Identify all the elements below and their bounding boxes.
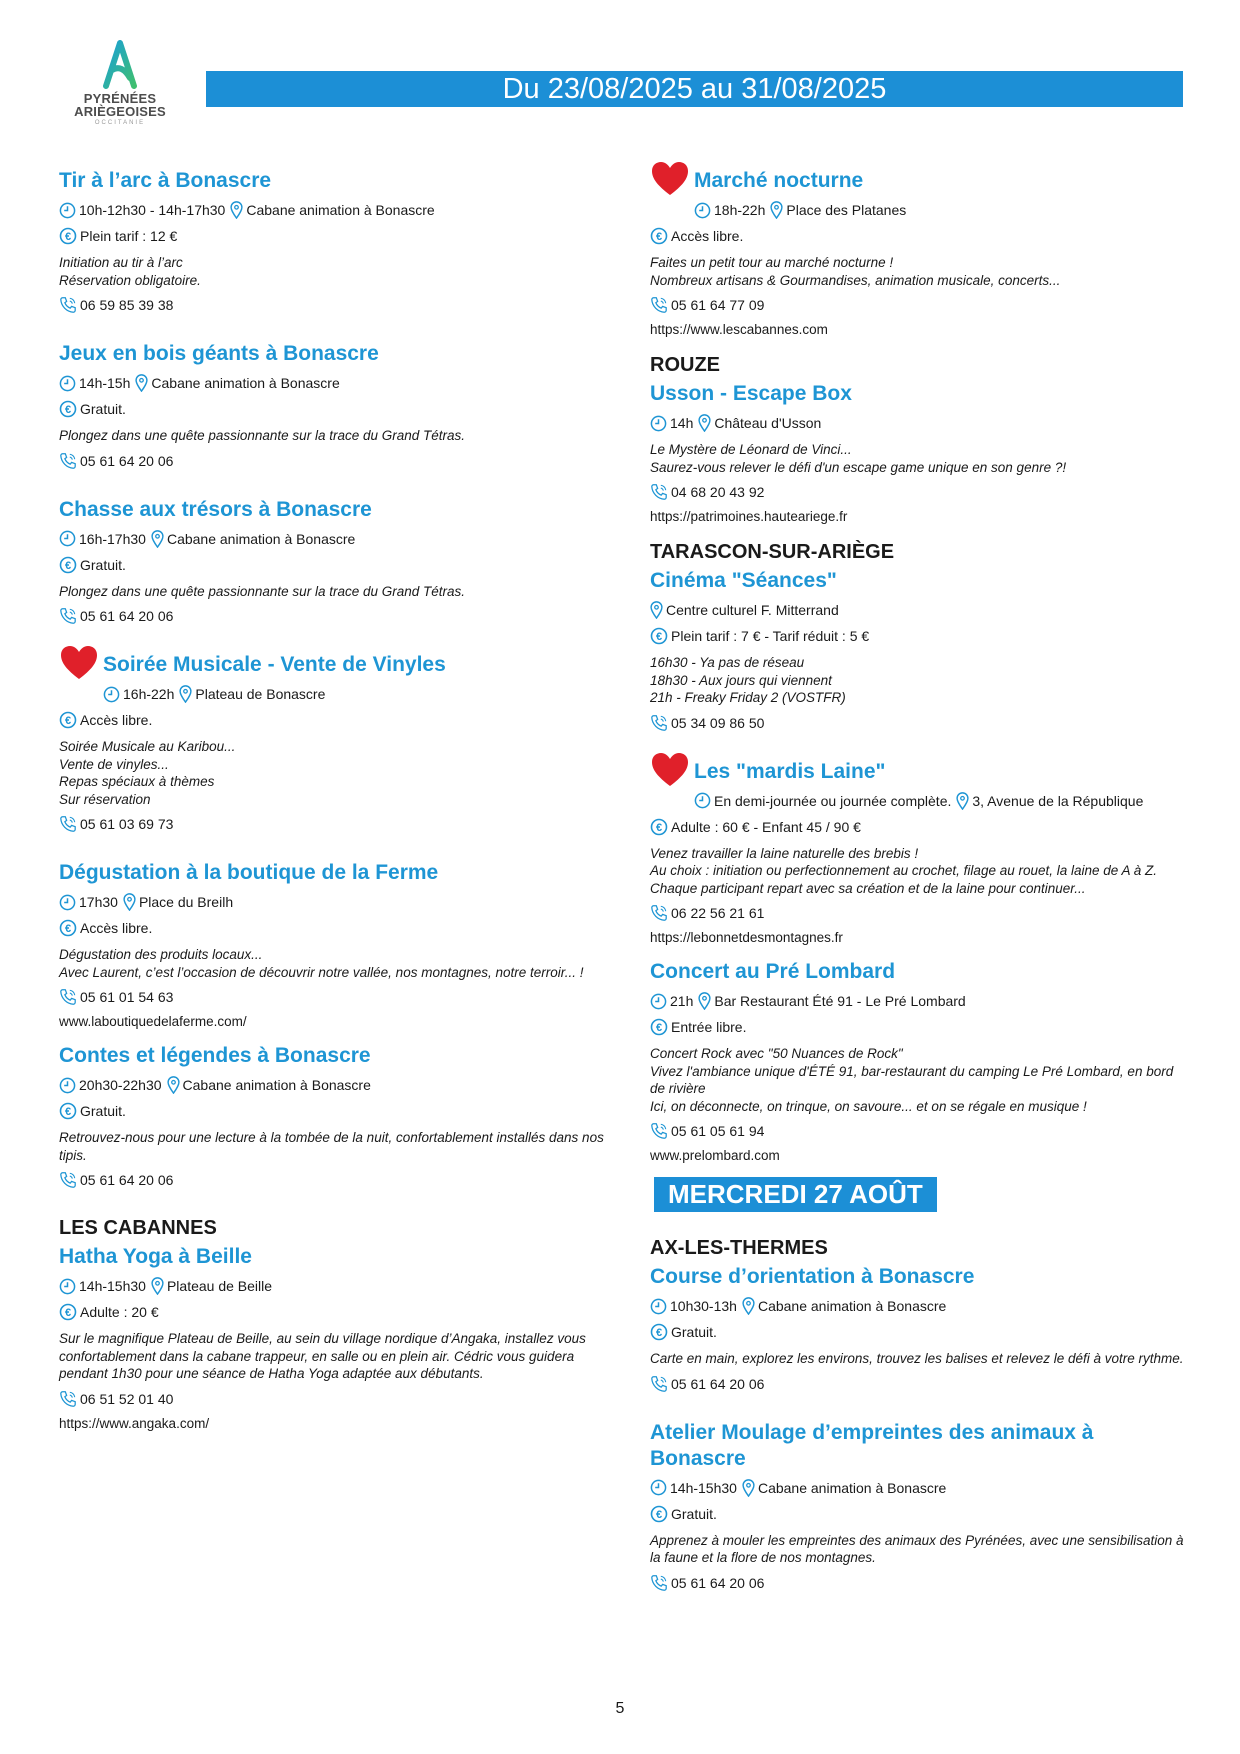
event-header (59, 341, 604, 367)
event-phone-number: 05 61 05 61 94 (671, 1123, 765, 1139)
event-card (59, 341, 604, 471)
location-pin-icon (151, 530, 164, 548)
phone-icon (650, 483, 668, 501)
event-website-link[interactable]: https://www.angaka.com/ (59, 1415, 210, 1431)
event-time: 17h30 (79, 894, 118, 910)
event-price (59, 710, 604, 730)
phone-icon (59, 1171, 77, 1189)
event-header (650, 168, 1190, 194)
event-time: 14h-15h (79, 375, 131, 391)
event-phone-number: 05 61 01 54 63 (80, 989, 174, 1005)
event-phone (59, 451, 604, 471)
event-phone (59, 1389, 604, 1409)
event-phone-number: 05 34 09 86 50 (671, 714, 765, 731)
event-price (650, 1017, 1190, 1037)
svg-text:€: € (655, 631, 663, 643)
event-time: 16h-22h (123, 686, 175, 702)
event-price-text: Gratuit. (671, 1324, 717, 1340)
event-time: 16h-17h30 (79, 530, 146, 547)
event-time: 14h-15h30 (79, 1278, 146, 1294)
event-description-line: Le Mystère de Léonard de Vinci... (650, 442, 852, 457)
event-description (650, 441, 1190, 476)
event-card (650, 1420, 1190, 1593)
event-header (650, 381, 1190, 407)
event-place: 3, Avenue de la République (972, 792, 1144, 809)
event-phone (59, 814, 604, 834)
event-description-line: Chaque participant repart avec sa création et de la laine pour continuer... (650, 880, 1086, 896)
svg-text:€: € (64, 559, 72, 572)
event-description-line: Dégustation des produits locaux... (59, 947, 263, 962)
event-description-line: Sur réservation (59, 791, 151, 807)
event-description (650, 1532, 1190, 1567)
event-description-line: Saurez-vous relever le défi d'un escape game unique en son genre ?! (650, 459, 1067, 475)
event-place: Cabane animation à Bonascre (246, 202, 435, 218)
event-description-line: Retrouvez-nous pour une lecture à la tombée de la nuit, confortablement installés dans nos tipis. (59, 1130, 604, 1163)
event-title: Soirée Musicale - Vente de Vinyles (103, 653, 446, 676)
svg-text:€: € (655, 1327, 663, 1339)
location-pin-icon (123, 893, 136, 911)
event-description (650, 654, 1190, 707)
event-place: Place du Breilh (138, 894, 234, 910)
event-time-place (650, 991, 1190, 1011)
event-header (650, 759, 1190, 785)
event-description (650, 1350, 1190, 1368)
event-description-line: Réservation obligatoire. (59, 272, 201, 288)
event-price (650, 626, 1190, 646)
event-price (650, 226, 1190, 246)
euro-icon (650, 1505, 668, 1523)
day-heading: MERCREDI 27 AOÛT (654, 1177, 937, 1212)
event-website-link[interactable]: https://patrimoines.hauteariege.fr (650, 509, 848, 524)
phone-icon (59, 988, 77, 1006)
clock-icon (59, 894, 76, 911)
clock-icon (59, 530, 76, 547)
event-price-text: Entrée libre. (671, 1019, 747, 1035)
event-description-line: Vente de vinyles... (59, 756, 169, 772)
event-time-place (650, 1478, 1190, 1498)
event-phone (59, 295, 604, 315)
svg-text:€: € (655, 231, 663, 243)
svg-text:€: € (64, 1106, 72, 1118)
event-phone-number: 05 61 64 20 06 (80, 1172, 174, 1188)
event-place: Château d'Usson (714, 415, 822, 431)
event-title: Les "mardis Laine" (694, 759, 886, 783)
event-description (59, 1330, 604, 1383)
event-header (650, 1264, 1190, 1290)
location-pin-icon (179, 685, 192, 703)
event-time: 10h-12h30 - 14h-17h30 (79, 202, 226, 218)
brand-sub: OCCITANIE (94, 120, 146, 126)
city-heading: TARASCON-SUR-ARIÈGE (650, 541, 895, 563)
event-time: 18h-22h (714, 202, 766, 218)
event-description-line: 21h - Freaky Friday 2 (VOSTFR) (650, 690, 846, 705)
event-description-line: Initiation au tir à l’arc (59, 255, 183, 270)
event-price-text: Plein tarif : 12 € (80, 228, 178, 244)
svg-text:€: € (64, 1307, 72, 1319)
location-pin-icon (135, 374, 148, 392)
event-title: Usson - Escape Box (650, 382, 852, 405)
event-title: Contes et légendes à Bonascre (59, 1044, 371, 1067)
event-place: Place des Platanes (786, 202, 907, 218)
euro-icon (650, 627, 668, 645)
euro-icon (59, 1303, 77, 1321)
event-description (59, 254, 604, 289)
location-pin-icon (230, 201, 243, 219)
event-time-place (59, 373, 604, 393)
event-phone-number: 05 61 64 20 06 (671, 1574, 765, 1591)
event-price (59, 918, 604, 938)
event-place: Cabane animation à Bonascre (182, 1077, 371, 1093)
event-phone (650, 903, 1190, 923)
event-time: 10h30-13h (670, 1298, 737, 1314)
event-time-place (650, 791, 1190, 811)
event-time: 14h-15h30 (670, 1479, 737, 1496)
event-price-text: Gratuit. (80, 401, 126, 417)
event-price (59, 399, 604, 419)
event-time: 21h (670, 993, 694, 1009)
event-description (59, 738, 604, 808)
event-price (59, 555, 604, 575)
euro-icon (59, 556, 77, 574)
event-price (650, 817, 1190, 837)
event-title: Hatha Yoga à Beille (59, 1245, 252, 1268)
event-description (650, 1045, 1190, 1115)
event-place: Cabane animation à Bonascre (151, 375, 340, 391)
event-price-text: Gratuit. (80, 556, 126, 573)
event-price-text: Plein tarif : 7 € - Tarif réduit : 5 € (671, 628, 870, 644)
brand-name-line2: ARIÈGEOISES (74, 104, 166, 119)
event-price-text: Accès libre. (80, 712, 153, 728)
event-description (650, 845, 1190, 898)
svg-text:€: € (64, 231, 72, 243)
location-pin-icon (770, 201, 783, 219)
event-description-line: Soirée Musicale au Karibou... (59, 739, 236, 754)
event-header (59, 652, 604, 678)
event-price-text: Adulte : 60 € - Enfant 45 / 90 € (671, 818, 861, 835)
event-place: Cabane animation à Bonascre (166, 530, 356, 547)
event-time-place (59, 892, 604, 912)
location-pin-icon (742, 1479, 755, 1497)
brand-name-line1: PYRÉNÉES (83, 91, 157, 106)
event-description (59, 583, 604, 601)
euro-icon (650, 1018, 668, 1036)
euro-icon (59, 919, 77, 937)
event-description-line: Nombreux artisans & Gourmandises, animation musicale, concerts... (650, 272, 1061, 288)
event-phone (59, 987, 604, 1007)
event-card (59, 497, 604, 627)
clock-icon (59, 375, 76, 392)
clock-icon (650, 1298, 667, 1315)
event-phone (59, 606, 604, 626)
heart-icon (59, 644, 99, 687)
event-header (650, 959, 1190, 985)
event-title: Jeux en bois géants à Bonascre (59, 342, 379, 365)
event-time: 14h (670, 415, 694, 431)
event-description-line: Ici, on déconnecte, on trinque, on savoure... et on se régale en musique ! (650, 1098, 1087, 1114)
phone-icon (650, 904, 668, 922)
clock-icon (103, 686, 120, 703)
phone-icon (59, 296, 77, 314)
event-price (650, 1504, 1190, 1524)
event-card (59, 860, 604, 1031)
event-place: Bar Restaurant Été 91 - Le Pré Lombard (714, 993, 966, 1009)
phone-icon (650, 296, 668, 314)
event-title: Atelier Moulage d’empreintes des animaux à Bonascre (650, 1420, 1094, 1470)
event-phone-number: 05 61 03 69 73 (80, 816, 174, 832)
euro-icon (650, 227, 668, 245)
event-phone (59, 1170, 604, 1190)
event-description-line: Concert Rock avec "50 Nuances de Rock" (650, 1046, 903, 1061)
location-pin-icon (167, 1076, 180, 1094)
event-time-place (59, 1075, 604, 1095)
phone-icon (59, 452, 77, 470)
event-description-line: Plongez dans une quête passionnante sur la trace du Grand Tétras. (59, 428, 466, 443)
event-price-text: Adulte : 20 € (80, 1304, 159, 1320)
event-phone (650, 1573, 1190, 1593)
event-price (59, 1302, 604, 1322)
clock-icon (59, 202, 76, 219)
event-phone (650, 1374, 1190, 1394)
phone-icon (59, 607, 77, 625)
event-card (59, 1043, 604, 1190)
event-phone-number: 06 22 56 21 61 (671, 905, 765, 921)
event-price (59, 1101, 604, 1121)
event-phone-number: 06 59 85 39 38 (80, 297, 174, 313)
clock-icon (650, 1479, 667, 1496)
event-description-line: Repas spéciaux à thèmes (59, 774, 215, 789)
svg-text:€: € (655, 1508, 663, 1521)
event-place: Cabane animation à Bonascre (757, 1298, 947, 1314)
event-card (650, 168, 1190, 339)
location-pin-icon (650, 601, 663, 619)
event-time-place (59, 1276, 604, 1296)
euro-icon (59, 400, 77, 418)
event-card (650, 759, 1190, 948)
event-time-place (650, 1296, 1190, 1316)
euro-icon (59, 1102, 77, 1120)
location-pin-icon (956, 792, 969, 810)
event-description-line: Sur le magnifique Plateau de Beille, au sein du village nordique d’Angaka, installez vous confortablement dans la cabane trappeur, en salle ou en plein air. Cédric vous guidera pendant 1h30 pour une séance de Hatha Yoga adaptée aux débutants. (59, 1331, 586, 1381)
event-description-line: Carte en main, explorez les environs, trouvez les balises et relevez le défi à votre rythme. (650, 1351, 1184, 1366)
event-title: Chasse aux trésors à Bonascre (59, 497, 372, 521)
event-description (59, 1129, 604, 1164)
event-description-line: Venez travailler la laine naturelle des brebis ! (650, 845, 919, 861)
heart-icon (650, 160, 690, 203)
event-description (650, 254, 1190, 289)
event-phone (650, 1121, 1190, 1141)
event-header (59, 497, 604, 523)
event-place: Plateau de Beille (166, 1278, 273, 1294)
event-time-place (650, 200, 1190, 220)
event-description-line: Vivez l'ambiance unique d'ÉTÉ 91, bar-restaurant du camping Le Pré Lombard, en bord de rivière (650, 1063, 1174, 1096)
event-card (59, 652, 604, 834)
event-phone-number: 04 68 20 43 92 (671, 484, 765, 500)
euro-icon (650, 1323, 668, 1341)
event-description-line: Apprenez à mouler les empreintes des animaux des Pyrénées, avec une sensibilisation à la faune et la flore de nos montagnes. (650, 1532, 1184, 1565)
location-pin-icon (698, 992, 711, 1010)
event-description-line: Plongez dans une quête passionnante sur la trace du Grand Tétras. (59, 583, 466, 599)
svg-text:€: € (655, 1022, 663, 1034)
event-description-line: 16h30 - Ya pas de réseau (650, 655, 805, 670)
clock-icon (59, 1077, 76, 1094)
event-header (650, 1420, 1190, 1472)
svg-text:€: € (64, 923, 72, 935)
event-phone (650, 295, 1190, 315)
event-phone-number: 05 61 64 77 09 (671, 297, 765, 313)
event-time: En demi-journée ou journée complète. (714, 792, 952, 809)
event-phone-number: 05 61 64 20 06 (80, 452, 174, 469)
event-price (650, 1322, 1190, 1342)
clock-icon (650, 415, 667, 432)
svg-text:€: € (655, 821, 663, 834)
location-pin-icon (151, 1277, 164, 1295)
event-time: 20h30-22h30 (79, 1077, 162, 1093)
euro-icon (59, 227, 77, 245)
event-description (59, 427, 604, 445)
location-pin-icon (742, 1297, 755, 1315)
event-title: Tir à l’arc à Bonascre (59, 169, 272, 192)
city-heading: LES CABANNES (59, 1217, 217, 1239)
phone-icon (650, 1122, 668, 1140)
event-description (59, 946, 604, 981)
euro-icon (59, 711, 77, 729)
phone-icon (59, 815, 77, 833)
event-place: Plateau de Bonascre (195, 686, 326, 702)
event-place: Centre culturel F. Mitterrand (666, 602, 839, 618)
location-pin-icon (698, 414, 711, 432)
event-title: Marché nocturne (694, 169, 864, 192)
event-header (59, 1244, 604, 1270)
event-time-place (650, 413, 1190, 433)
event-time-place (59, 684, 604, 704)
event-card (59, 168, 604, 315)
heart-icon (650, 751, 690, 794)
event-place: Cabane animation à Bonascre (757, 1479, 947, 1496)
event-header (59, 168, 604, 194)
euro-icon (650, 818, 668, 836)
event-time-place (59, 200, 604, 220)
event-card (650, 1264, 1190, 1394)
brand-logo (72, 40, 168, 126)
event-price-text: Accès libre. (80, 920, 153, 936)
event-website-link[interactable]: www.laboutiquedelaferme.com/ (59, 1014, 247, 1029)
date-range-banner: Du 23/08/2025 au 31/08/2025 (206, 71, 1183, 107)
event-price-text: Accès libre. (671, 228, 744, 244)
clock-icon (59, 1278, 76, 1295)
right-column (650, 168, 1190, 1619)
svg-text:€: € (64, 715, 72, 727)
event-card (650, 959, 1190, 1165)
event-title: Concert au Pré Lombard (650, 960, 896, 983)
page-number: 5 (615, 1700, 625, 1717)
event-price-text: Gratuit. (80, 1103, 126, 1119)
phone-icon (59, 1390, 77, 1408)
svg-text:€: € (64, 404, 72, 416)
phone-icon (650, 1574, 668, 1592)
event-title: Dégustation à la boutique de la Ferme (59, 861, 439, 884)
event-description-line: Faites un petit tour au marché nocturne ! (650, 255, 894, 270)
clock-icon (650, 993, 667, 1010)
event-phone-number: 06 51 52 01 40 (80, 1390, 174, 1407)
phone-icon (650, 1375, 668, 1393)
event-phone-number: 05 61 64 20 06 (80, 608, 174, 624)
event-time-place (59, 529, 604, 549)
event-phone (650, 482, 1190, 502)
event-card (59, 1244, 604, 1433)
event-card (650, 381, 1190, 526)
event-price (59, 226, 604, 246)
event-title: Course d’orientation à Bonascre (650, 1265, 975, 1288)
event-website-link[interactable]: https://www.lescabannes.com (650, 322, 828, 337)
event-header (59, 1043, 604, 1069)
event-phone (650, 713, 1190, 733)
left-column (59, 168, 604, 1459)
phone-icon (650, 714, 668, 732)
city-heading: ROUZE (650, 354, 720, 376)
event-website-link[interactable]: https://lebonnetdesmontagnes.fr (650, 930, 843, 945)
event-time-place (650, 600, 1190, 620)
event-header (650, 568, 1190, 594)
clock-icon (694, 202, 711, 219)
event-description-line: Avec Laurent, c’est l’occasion de découvrir notre vallée, nos montagnes, notre terroir... ! (59, 964, 584, 980)
city-heading: AX-LES-THERMES (650, 1237, 828, 1259)
event-phone-number: 05 61 64 20 06 (671, 1375, 765, 1392)
event-price-text: Gratuit. (671, 1505, 717, 1522)
event-title: Cinéma "Séances" (650, 569, 837, 592)
event-description-line: 18h30 - Aux jours qui viennent (650, 672, 832, 688)
event-card (650, 568, 1190, 733)
brand-logo-mark-icon (100, 40, 140, 92)
event-header (59, 860, 604, 886)
clock-icon (694, 792, 711, 809)
event-website-link[interactable]: www.prelombard.com (650, 1148, 780, 1163)
event-description-line: Au choix : initiation ou perfectionnement au crochet, filage au rouet, la laine de A à Z. (650, 863, 1158, 878)
